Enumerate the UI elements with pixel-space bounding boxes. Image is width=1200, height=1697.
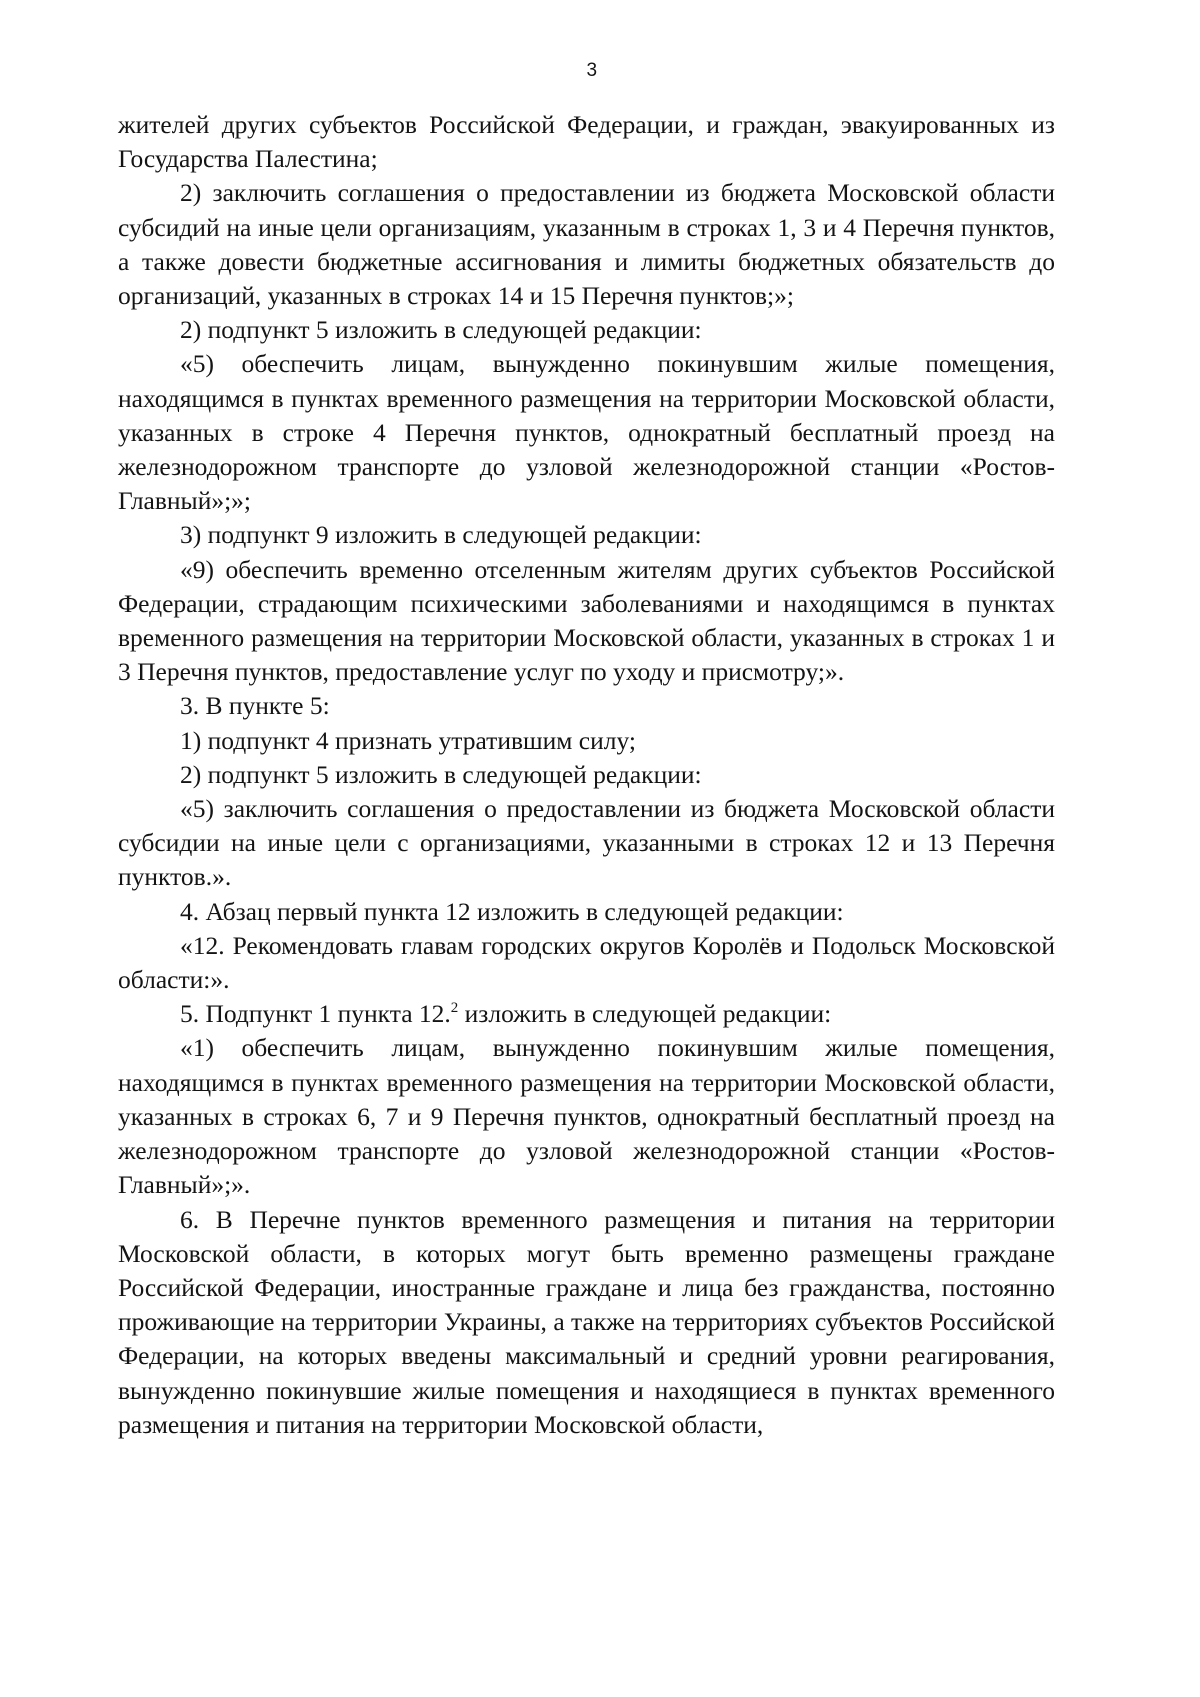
paragraph-subitem-4-void: 1) подпункт 4 признать утратившим силу;: [180, 725, 636, 755]
paragraph-item-12-text: «12. Рекомендовать главам городских округов Королёв и Подольск Московской области:».: [118, 930, 1055, 995]
paragraph-subitem-2-agreements: 2) заключить соглашения о предоставлении из бюджета Московской области субсидий на иные цели организациям, указанным в строках 1, 3 и 4 Перечня пунктов, а также довести бюджетные ассигнования и лимиты бюджетных обязательств до организаций, указанных в строках 14 и 15 Перечня пунктов;»;: [118, 178, 1055, 311]
paragraph-subitem-5-heading-b: 2) подпункт 5 изложить в следующей редакции:: [180, 759, 702, 789]
paragraph-item-5-before: 5. Подпункт 1 пункта 12.: [180, 999, 451, 1029]
paragraph-subitem-5-text: «5) обеспечить лицам, вынужденно покинувшим жилые помещения, находящимся в пунктах временного размещения на территории Московской области, указанных в строке 4 Перечня пунктов, однократный бесплатный проезд на железнодорожном транспорте до узловой железнодорожной станции «Ростов-Главный»;»;: [118, 349, 1055, 516]
paragraph-subitem-9-heading: 3) подпункт 9 изложить в следующей редакции:: [180, 520, 702, 550]
paragraph-subitem-1-text: «1) обеспечить лицам, вынужденно покинувшим жилые помещения, находящимся в пунктах временного размещения на территории Московской области, указанных в строках 6, 7 и 9 Перечня пунктов, однократный бесплатный проезд на железнодорожном транспорте до узловой железнодорожной станции «Ростов-Главный»;».: [118, 1033, 1055, 1200]
paragraph-item-4-heading: 4. Абзац первый пункта 12 изложить в следующей редакции:: [180, 896, 844, 926]
document-body: [118, 108, 1055, 1442]
paragraph-continuation: жителей других субъектов Российской Федерации, и граждан, эвакуированных из Государства Палестина;: [118, 110, 1055, 174]
page-number: 3: [586, 60, 598, 81]
paragraph-item-6-text: 6. В Перечне пунктов временного размещения и питания на территории Московской области, в которых могут быть временно размещены граждане Российской Федерации, иностранные граждане и лица без гражданства, постоянно проживающие на территории Украины, а также на территориях субъектов Российской Федерации, на которых введены максимальный и средний уровни реагирования, вынужденно покинувшие жилые помещения и находящиеся в пунктах временного размещения и питания на территории Московской области,: [118, 1204, 1055, 1439]
paragraph-subitem-5-heading: 2) подпункт 5 изложить в следующей редакции:: [180, 315, 702, 345]
paragraph-item-3-heading: 3. В пункте 5:: [180, 691, 330, 721]
paragraph-subitem-9-text: «9) обеспечить временно отселенным жителям других субъектов Российской Федерации, страдающим психическими заболеваниями и находящимся в пунктах временного размещения на территории Московской области, указанных в строках 1 и 3 Перечня пунктов, предоставление услуг по уходу и присмотру;».: [118, 554, 1055, 687]
superscript-2: 2: [450, 1000, 459, 1017]
paragraph-item-5-after: изложить в следующей редакции:: [458, 999, 832, 1029]
paragraph-subitem-5-text-b: «5) заключить соглашения о предоставлении из бюджета Московской области субсидии на иные цели с организациями, указанными в строках 12 и 13 Перечня пунктов.».: [118, 794, 1055, 892]
paragraph-item-5-heading: [118, 997, 1055, 1031]
